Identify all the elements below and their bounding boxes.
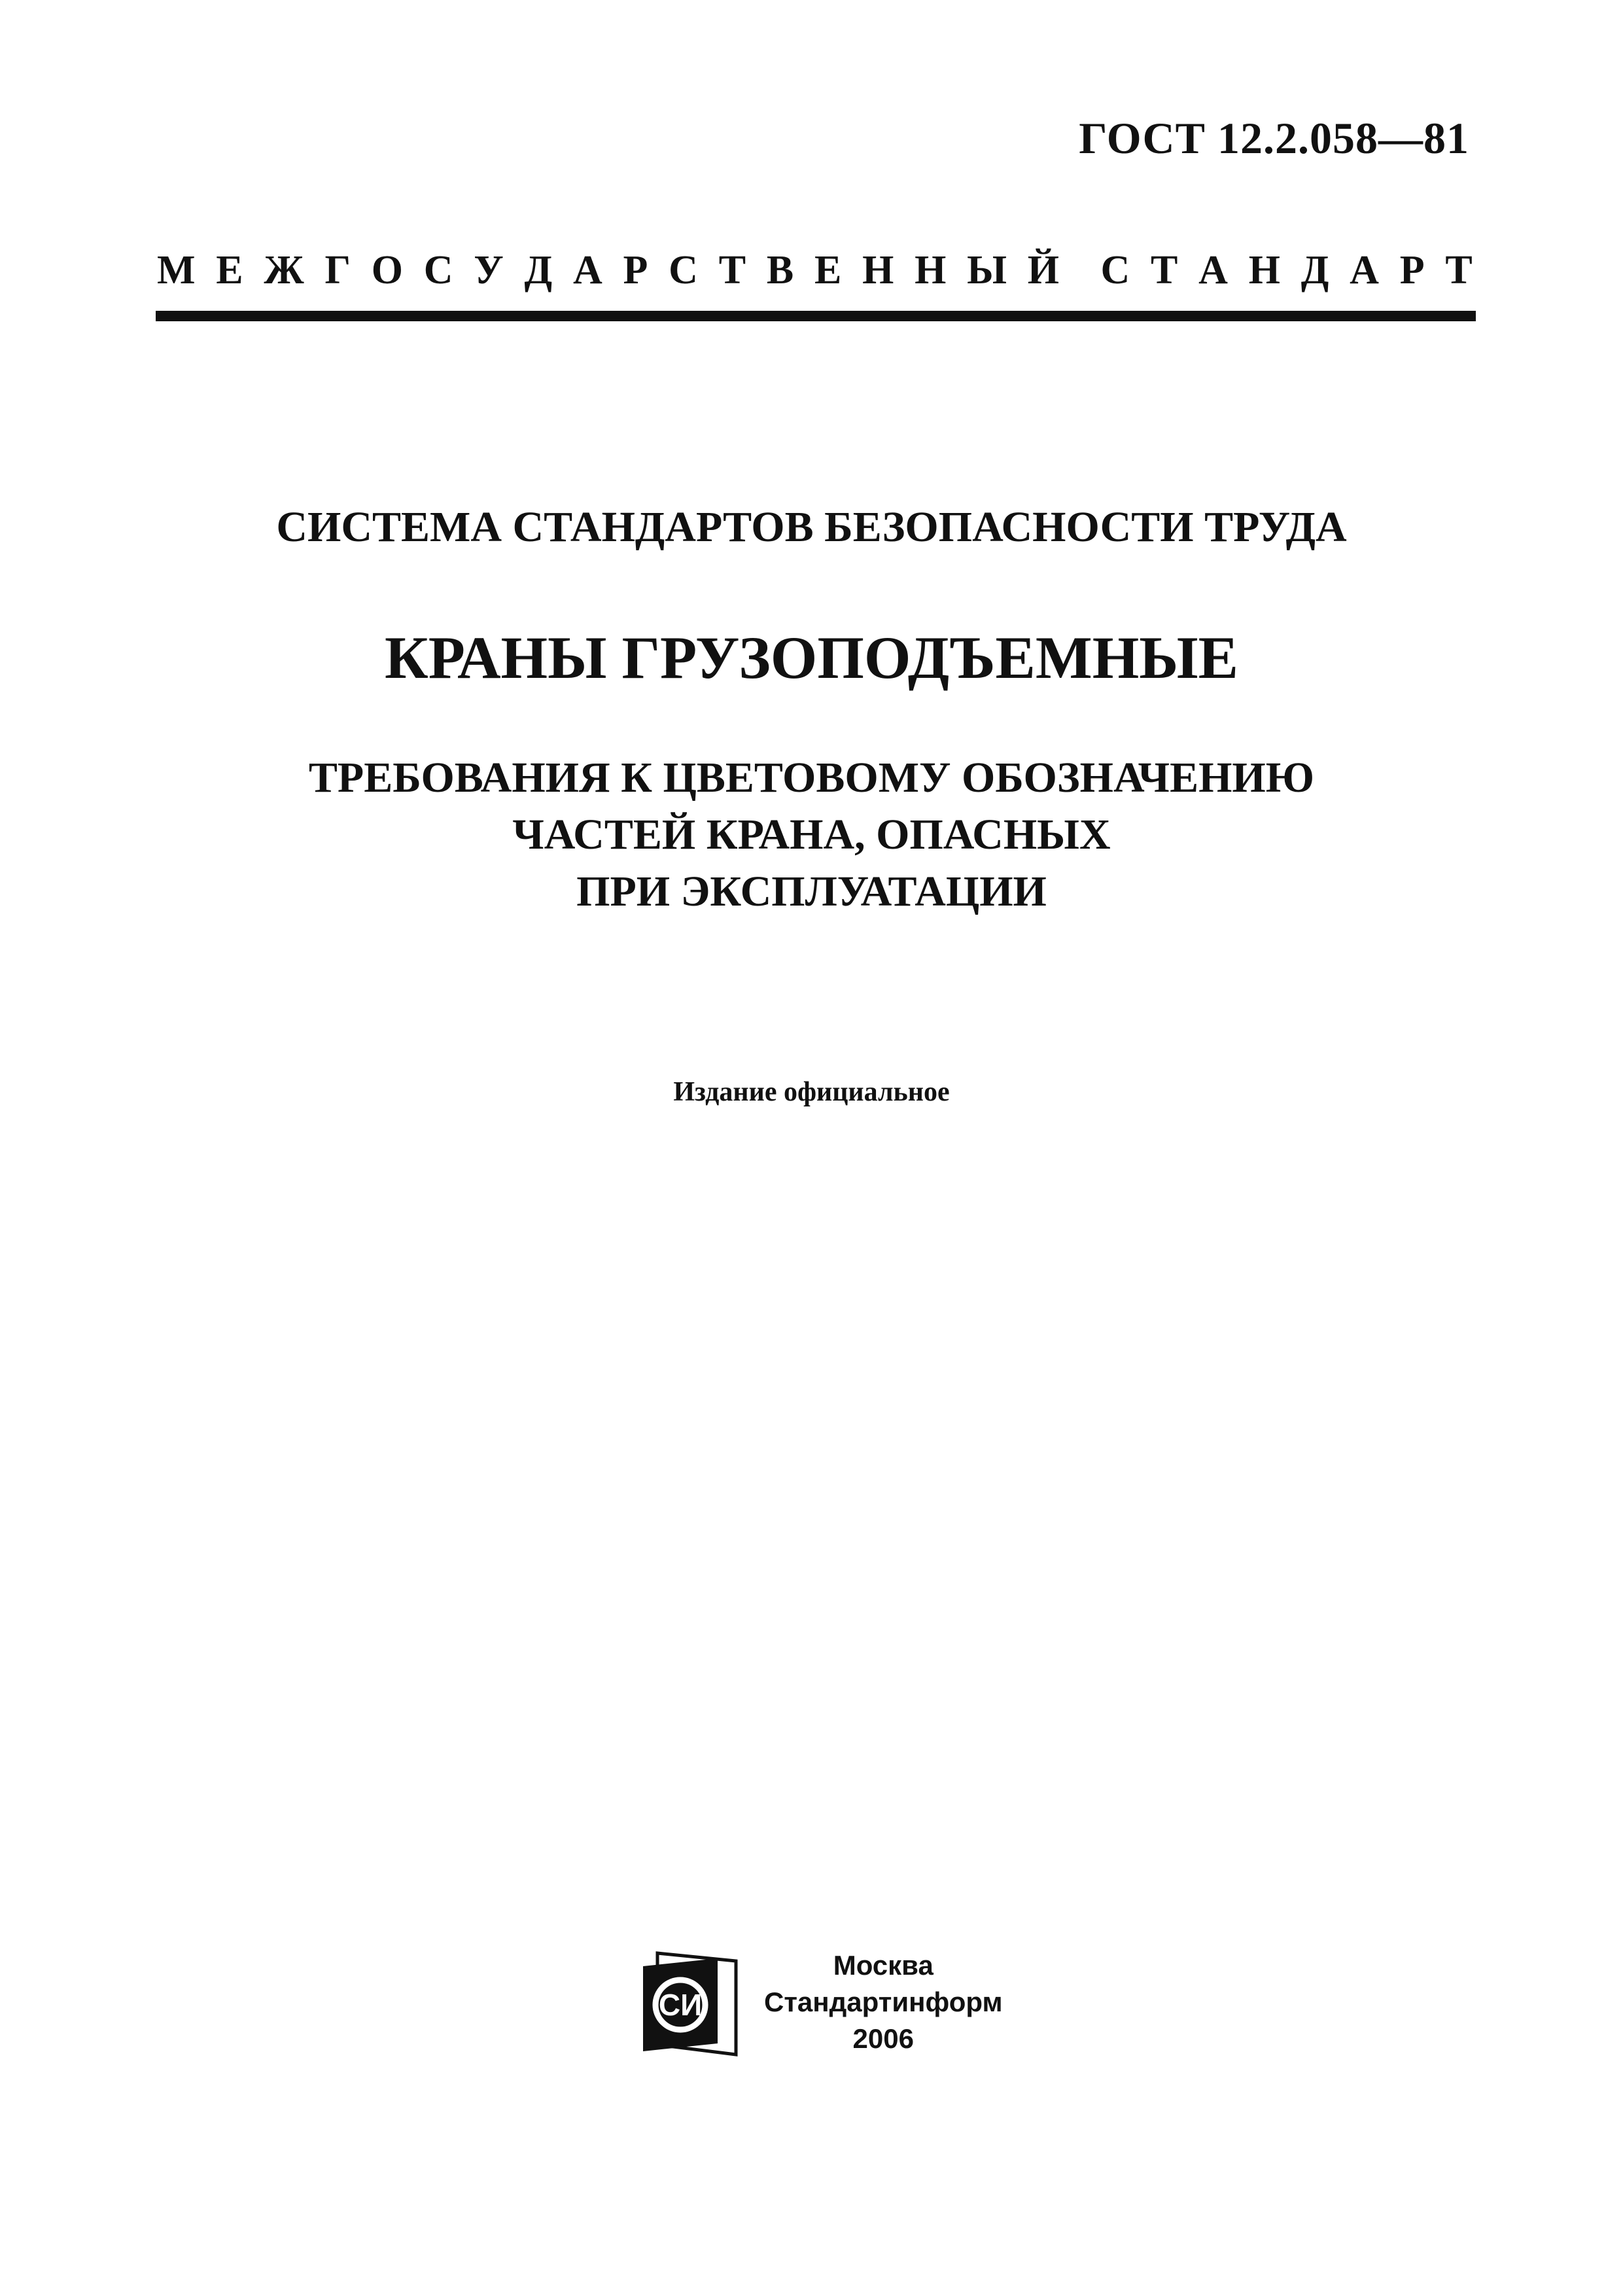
edition-note: Издание официальное	[673, 1077, 950, 1107]
logo-lettering: СИ	[658, 1988, 703, 2022]
heading-letter: Е	[216, 248, 243, 292]
publisher-text	[764, 1947, 1003, 2057]
heading-letter: Е	[814, 248, 842, 292]
standartinform-logo-icon	[638, 1947, 739, 2058]
document-code: ГОСТ 12.2.058—81	[1079, 113, 1469, 163]
heading-letter: С	[669, 248, 698, 292]
heading-letter: Й	[1027, 248, 1059, 292]
heading-letter: Н	[915, 248, 947, 292]
header-divider	[156, 311, 1476, 321]
publisher-name: Стандартинформ	[764, 1987, 1003, 2017]
heading-letter: Д	[1300, 248, 1329, 292]
heading-letter: Г	[324, 248, 351, 292]
heading-letter: О	[371, 248, 403, 292]
heading-letter: У	[474, 248, 504, 292]
heading-letter: Д	[524, 248, 553, 292]
heading-letter: А	[1198, 248, 1228, 292]
system-title: СИСТЕМА СТАНДАРТОВ БЕЗОПАСНОСТИ ТРУДА	[276, 503, 1347, 551]
publisher-block	[638, 1947, 1003, 2058]
subtitle-line: ЧАСТЕЙ КРАНА, ОПАСНЫХ	[512, 811, 1111, 858]
heading-letter: А	[572, 248, 602, 292]
publisher-year: 2006	[852, 2023, 914, 2054]
interstate-standard-heading	[157, 250, 1473, 291]
heading-letter: Н	[1248, 248, 1280, 292]
subtitle	[0, 749, 1623, 920]
main-title: КРАНЫ ГРУЗОПОДЪЕМНЫЕ	[384, 624, 1239, 691]
heading-letter: Н	[862, 248, 894, 292]
heading-letter: Р	[1399, 248, 1425, 292]
heading-letter: Т	[718, 248, 746, 292]
heading-letter: А	[1350, 248, 1379, 292]
heading-letter: Р	[623, 248, 648, 292]
heading-letter: М	[157, 248, 196, 292]
heading-letter: Т	[1445, 248, 1473, 292]
heading-letter: Т	[1151, 248, 1178, 292]
publisher-city: Москва	[833, 1950, 934, 1981]
heading-letter: С	[1100, 248, 1130, 292]
heading-letter: С	[423, 248, 453, 292]
heading-letter: В	[766, 248, 794, 292]
heading-letter: Ж	[264, 248, 304, 292]
subtitle-line: ТРЕБОВАНИЯ К ЦВЕТОВОМУ ОБОЗНАЧЕНИЮ	[308, 754, 1315, 802]
subtitle-line: ПРИ ЭКСПЛУАТАЦИИ	[576, 868, 1047, 915]
heading-letter: Ы	[967, 248, 1007, 292]
